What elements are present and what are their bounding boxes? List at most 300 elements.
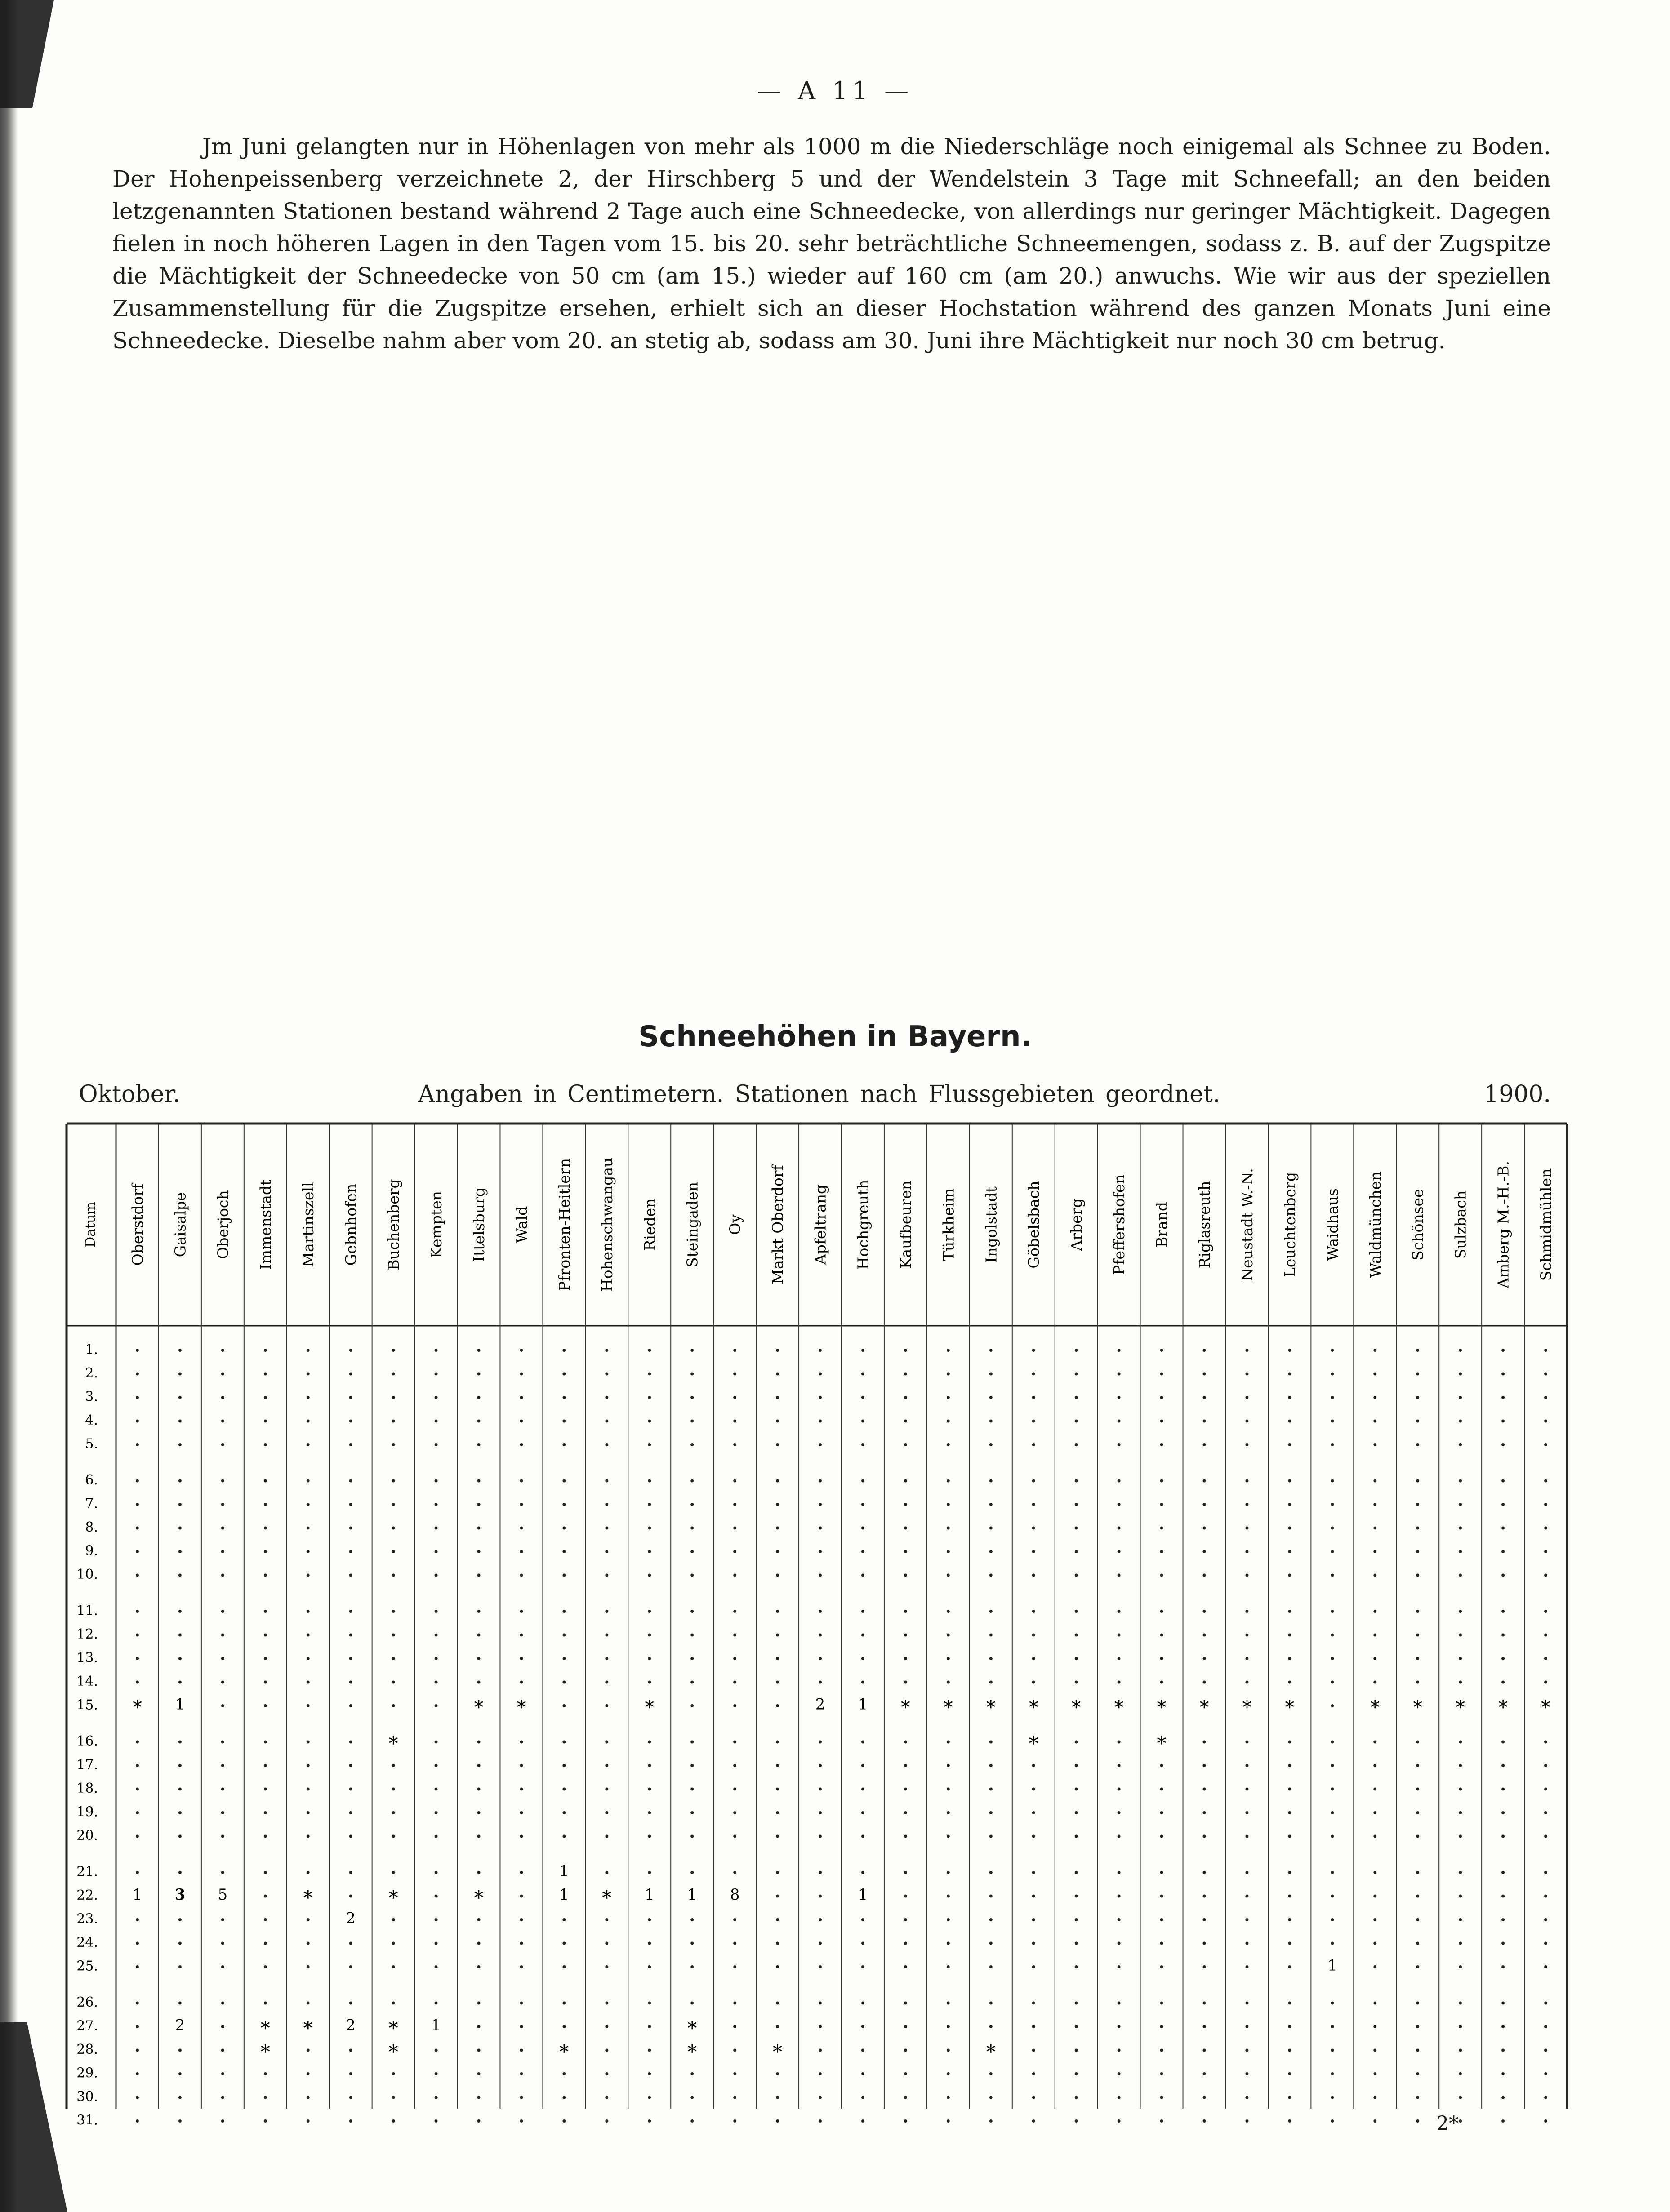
empty-cell-dot [605,2002,608,2005]
empty-cell-dot [1288,1396,1291,1399]
empty-cell-dot [1373,1918,1376,1921]
date-header: Datum [83,1202,98,1248]
day-label: 24. [76,1935,98,1950]
empty-cell-dot [1075,1788,1078,1791]
cell-value: * [1029,1732,1038,1754]
day-label: 18. [76,1781,98,1796]
empty-cell-dot [1118,1788,1121,1791]
station-header: Kaufbeuren [897,1180,915,1269]
empty-cell-dot [435,1704,438,1707]
empty-cell-dot [648,1764,651,1767]
day-label: 4. [85,1412,98,1428]
empty-cell-dot [947,1373,950,1376]
empty-cell-dot [1032,1503,1035,1506]
empty-cell-dot [435,1918,438,1921]
empty-cell-dot [861,1479,864,1483]
empty-cell-dot [1160,2072,1163,2075]
empty-cell-dot [307,1527,310,1530]
empty-cell-dot [989,1811,993,1814]
empty-cell-dot [733,1550,736,1553]
empty-cell-dot [947,1835,950,1838]
empty-cell-dot [1288,2119,1291,2123]
empty-cell-dot [1118,2002,1121,2005]
empty-cell-dot [221,1634,224,1637]
empty-cell-dot [1203,1574,1206,1577]
empty-cell-dot [904,1373,907,1376]
empty-cell-dot [520,1657,523,1660]
empty-cell-dot [136,1610,139,1613]
empty-cell-dot [1288,2096,1291,2099]
empty-cell-dot [861,1634,864,1637]
empty-cell-dot [1245,1479,1248,1483]
empty-cell-dot [392,1503,395,1506]
empty-cell-dot [1373,1811,1376,1814]
empty-cell-dot [904,1965,907,1968]
empty-cell-dot [1373,1764,1376,1767]
empty-cell-dot [1160,1835,1163,1838]
empty-cell-dot [605,2072,608,2075]
empty-cell-dot [1501,1657,1505,1660]
empty-cell-dot [1459,2049,1462,2052]
empty-cell-dot [1416,1349,1419,1352]
day-label: 5. [85,1436,98,1452]
empty-cell-dot [1032,1479,1035,1483]
empty-cell-dot [1501,1550,1505,1553]
empty-cell-dot [1373,2119,1376,2123]
empty-cell-dot [776,2002,779,2005]
empty-cell-dot [349,1835,352,1838]
empty-cell-dot [307,2072,310,2075]
empty-cell-dot [562,2025,566,2028]
empty-cell-dot [1373,1741,1376,1744]
empty-cell-dot [989,1918,993,1921]
empty-cell-dot [178,1527,182,1530]
empty-cell-dot [690,1574,694,1577]
empty-cell-dot [989,2072,993,2075]
day-label: 28. [76,2042,98,2057]
empty-cell-dot [1331,1349,1334,1352]
empty-cell-dot [1373,1373,1376,1376]
empty-cell-dot [1160,1942,1163,1945]
empty-cell-dot [1416,1443,1419,1446]
day-label: 13. [76,1650,98,1666]
empty-cell-dot [1160,1527,1163,1530]
empty-cell-dot [1032,2096,1035,2099]
empty-cell-dot [1544,2002,1547,2005]
empty-cell-dot [1544,1349,1547,1352]
empty-cell-dot [178,1503,182,1506]
empty-cell-dot [221,1550,224,1553]
empty-cell-dot [1373,1574,1376,1577]
empty-cell-dot [861,1527,864,1530]
empty-cell-dot [690,1610,694,1613]
empty-cell-dot [947,1681,950,1684]
empty-cell-dot [477,2049,481,2052]
day-label: 30. [76,2089,98,2105]
empty-cell-dot [264,1918,267,1921]
empty-cell-dot [1160,2002,1163,2005]
empty-cell-dot [1203,1681,1206,1684]
empty-cell-dot [989,1788,993,1791]
empty-cell-dot [947,1811,950,1814]
empty-cell-dot [562,1965,566,1968]
empty-cell-dot [733,1681,736,1684]
empty-cell-dot [1075,1634,1078,1637]
empty-cell-dot [648,1373,651,1376]
empty-cell-dot [1032,1373,1035,1376]
empty-cell-dot [307,1574,310,1577]
empty-cell-dot [349,1965,352,1968]
empty-cell-dot [819,1373,822,1376]
empty-cell-dot [1331,1503,1334,1506]
empty-cell-dot [562,1443,566,1446]
empty-cell-dot [1331,1396,1334,1399]
empty-cell-dot [477,2002,481,2005]
empty-cell-dot [264,1741,267,1744]
empty-cell-dot [1416,1741,1419,1744]
empty-cell-dot [648,1503,651,1506]
empty-cell-dot [1501,1788,1505,1791]
empty-cell-dot [307,1420,310,1423]
cell-value: * [986,1696,996,1719]
empty-cell-dot [264,1503,267,1506]
empty-cell-dot [562,1764,566,1767]
empty-cell-dot [947,2049,950,2052]
empty-cell-dot [1501,1811,1505,1814]
empty-cell-dot [605,2119,608,2123]
empty-cell-dot [904,1788,907,1791]
empty-cell-dot [1331,1942,1334,1945]
empty-cell-dot [776,1704,779,1707]
empty-cell-dot [1459,1610,1462,1613]
empty-cell-dot [989,2002,993,2005]
empty-cell-dot [1373,1527,1376,1530]
day-label: 14. [76,1674,98,1689]
empty-cell-dot [435,2002,438,2005]
cell-value: 1 [644,1886,655,1904]
empty-cell-dot [392,1420,395,1423]
empty-cell-dot [989,1349,993,1352]
empty-cell-dot [1331,1704,1334,1707]
cell-value: * [602,1887,612,1909]
empty-cell-dot [1416,1811,1419,1814]
empty-cell-dot [733,1942,736,1945]
cell-value: * [303,1887,313,1909]
empty-cell-dot [178,1443,182,1446]
empty-cell-dot [1118,1871,1121,1874]
empty-cell-dot [178,2049,182,2052]
station-header: Neustadt W.-N. [1238,1168,1256,1281]
empty-cell-dot [435,2049,438,2052]
empty-cell-dot [435,1965,438,1968]
empty-cell-dot [221,1965,224,1968]
cell-value: * [1413,1696,1423,1719]
empty-cell-dot [648,1634,651,1637]
empty-cell-dot [349,1574,352,1577]
empty-cell-dot [1160,1681,1163,1684]
station-header: Sulzbach [1452,1190,1470,1259]
empty-cell-dot [520,1895,523,1898]
empty-cell-dot [307,1443,310,1446]
empty-cell-dot [1416,1373,1419,1376]
empty-cell-dot [1245,1396,1248,1399]
empty-cell-dot [947,1871,950,1874]
empty-cell-dot [435,1835,438,1838]
empty-cell-dot [136,1681,139,1684]
empty-cell-dot [520,2002,523,2005]
empty-cell-dot [1331,1420,1334,1423]
empty-cell-dot [690,1918,694,1921]
empty-cell-dot [648,1871,651,1874]
empty-cell-dot [1203,2002,1206,2005]
empty-cell-dot [1160,1349,1163,1352]
empty-cell-dot [947,1634,950,1637]
empty-cell-dot [690,1942,694,1945]
empty-cell-dot [776,1871,779,1874]
empty-cell-dot [1032,1527,1035,1530]
day-label: 22. [76,1888,98,1903]
empty-cell-dot [477,1681,481,1684]
empty-cell-dot [520,1396,523,1399]
empty-cell-dot [349,2096,352,2099]
empty-cell-dot [947,1349,950,1352]
empty-cell-dot [648,1918,651,1921]
cell-value: 1 [431,2016,441,2034]
empty-cell-dot [1118,1634,1121,1637]
empty-cell-dot [349,1503,352,1506]
empty-cell-dot [1160,1634,1163,1637]
empty-cell-dot [1288,1918,1291,1921]
empty-cell-dot [1544,1657,1547,1660]
empty-cell-dot [1245,1503,1248,1506]
empty-cell-dot [989,1527,993,1530]
empty-cell-dot [307,2002,310,2005]
empty-cell-dot [1459,1373,1462,1376]
empty-cell-dot [520,1634,523,1637]
empty-cell-dot [520,1965,523,1968]
empty-cell-dot [1544,1965,1547,1968]
empty-cell-dot [819,1835,822,1838]
empty-cell-dot [819,1349,822,1352]
station-header: Riglasreuth [1196,1181,1213,1269]
empty-cell-dot [1203,1871,1206,1874]
empty-cell-dot [1032,1349,1035,1352]
empty-cell-dot [264,1634,267,1637]
empty-cell-dot [136,2025,139,2028]
cell-value: 3 [174,1886,186,1904]
empty-cell-dot [904,1479,907,1483]
empty-cell-dot [435,1373,438,1376]
empty-cell-dot [819,1918,822,1921]
signature-mark: 2* [1436,2112,1459,2135]
empty-cell-dot [264,2002,267,2005]
empty-cell-dot [1118,2119,1121,2123]
empty-cell-dot [1544,1741,1547,1744]
empty-cell-dot [1118,1965,1121,1968]
empty-cell-dot [1075,1527,1078,1530]
empty-cell-dot [349,1634,352,1637]
empty-cell-dot [221,1788,224,1791]
empty-cell-dot [1032,1835,1035,1838]
empty-cell-dot [178,1871,182,1874]
day-label: 3. [85,1389,98,1405]
empty-cell-dot [1245,2002,1248,2005]
empty-cell-dot [264,1811,267,1814]
cell-value: * [388,2041,398,2063]
empty-cell-dot [221,1871,224,1874]
scan-corner-shadow-bottom [0,2022,67,2212]
empty-cell-dot [1373,1895,1376,1898]
empty-cell-dot [1160,1764,1163,1767]
empty-cell-dot [904,1396,907,1399]
empty-cell-dot [1032,2025,1035,2028]
empty-cell-dot [1160,1550,1163,1553]
empty-cell-dot [605,1918,608,1921]
empty-cell-dot [776,1373,779,1376]
empty-cell-dot [392,1396,395,1399]
station-header: Kempten [428,1191,445,1258]
empty-cell-dot [136,1918,139,1921]
empty-cell-dot [392,1610,395,1613]
empty-cell-dot [349,1479,352,1483]
empty-cell-dot [264,1764,267,1767]
empty-cell-dot [178,1811,182,1814]
empty-cell-dot [221,1396,224,1399]
empty-cell-dot [477,1835,481,1838]
empty-cell-dot [904,1835,907,1838]
empty-cell-dot [136,1634,139,1637]
empty-cell-dot [776,1349,779,1352]
empty-cell-dot [1032,1895,1035,1898]
empty-cell-dot [690,1788,694,1791]
empty-cell-dot [861,1835,864,1838]
empty-cell-dot [989,1741,993,1744]
empty-cell-dot [1459,1918,1462,1921]
empty-cell-dot [1245,1835,1248,1838]
empty-cell-dot [605,1396,608,1399]
empty-cell-dot [605,1704,608,1707]
empty-cell-dot [776,1420,779,1423]
empty-cell-dot [1373,1657,1376,1660]
empty-cell-dot [733,1764,736,1767]
empty-cell-dot [648,1420,651,1423]
empty-cell-dot [1501,2072,1505,2075]
empty-cell-dot [392,1835,395,1838]
empty-cell-dot [1288,1788,1291,1791]
empty-cell-dot [1032,1420,1035,1423]
empty-cell-dot [520,1574,523,1577]
empty-cell-dot [1118,1479,1121,1483]
empty-cell-dot [861,1574,864,1577]
empty-cell-dot [392,1443,395,1446]
empty-cell-dot [648,1788,651,1791]
empty-cell-dot [1416,2072,1419,2075]
empty-cell-dot [1288,1373,1291,1376]
empty-cell-dot [307,1373,310,1376]
empty-cell-dot [1544,1918,1547,1921]
empty-cell-dot [690,2119,694,2123]
empty-cell-dot [349,1764,352,1767]
empty-cell-dot [776,1741,779,1744]
empty-cell-dot [819,1443,822,1446]
empty-cell-dot [605,1443,608,1446]
empty-cell-dot [392,1373,395,1376]
cell-value: * [517,1696,526,1719]
empty-cell-dot [1544,1527,1547,1530]
empty-cell-dot [136,1527,139,1530]
station-header: Schönsee [1409,1189,1427,1261]
empty-cell-dot [1459,1942,1462,1945]
empty-cell-dot [1544,1681,1547,1684]
empty-cell-dot [477,2025,481,2028]
empty-cell-dot [392,1811,395,1814]
empty-cell-dot [1288,1634,1291,1637]
cell-value: * [1456,1696,1465,1719]
empty-cell-dot [520,1942,523,1945]
empty-cell-dot [776,2096,779,2099]
empty-cell-dot [1501,2002,1505,2005]
empty-cell-dot [1331,1895,1334,1898]
empty-cell-dot [1160,2049,1163,2052]
empty-cell-dot [690,1349,694,1352]
empty-cell-dot [307,1550,310,1553]
empty-cell-dot [1032,1871,1035,1874]
empty-cell-dot [819,1479,822,1483]
day-label: 25. [76,1958,98,1974]
paragraph-text: Jm Juni gelangten nur in Höhenlagen von mehr als 1000 m die Niederschläge noch einigemal als Schnee zu Boden. Der Hohenpeissenberg verzeichnete 2, der Hirschberg 5 und der Wendelstein 3 Tage mit Schneefall; an den beiden letzgenannten Stationen bestand während 2 Tage auch eine Schneedecke, von allerdings nur geringer Mächtigkeit. Dagegen fielen in noch höheren Lagen in den Tagen vom 15. bis 20. sehr beträchtliche Schneemengen, sodass z. B. auf der Zugspitze die Mächtigkeit der Schneedecke von 50 cm (am 15.) wieder auf 160 cm (am 20.) anwuchs. Wie wir aus der speziellen Zusammenstellung für die Zugspitze ersehen, erhielt sich an dieser Hochstation während des ganzen Monats Juni eine Schneedecke. Dieselbe nahm aber vom 20. an stetig ab, sodass am 30. Juni ihre Mächtigkeit nur noch 30 cm betrug. [112,133,1551,354]
empty-cell-dot [349,1443,352,1446]
empty-cell-dot [1416,1788,1419,1791]
empty-cell-dot [1203,1503,1206,1506]
empty-cell-dot [819,1788,822,1791]
empty-cell-dot [477,1918,481,1921]
empty-cell-dot [947,1396,950,1399]
empty-cell-dot [947,1527,950,1530]
empty-cell-dot [1416,1918,1419,1921]
empty-cell-dot [1245,1373,1248,1376]
empty-cell-dot [648,1396,651,1399]
empty-cell-dot [477,1420,481,1423]
empty-cell-dot [1075,2002,1078,2005]
empty-cell-dot [861,1657,864,1660]
empty-cell-dot [1373,1835,1376,1838]
empty-cell-dot [819,1942,822,1945]
empty-cell-dot [136,1396,139,1399]
empty-cell-dot [1118,1835,1121,1838]
empty-cell-dot [1331,2072,1334,2075]
empty-cell-dot [1544,1871,1547,1874]
empty-cell-dot [1459,2025,1462,2028]
empty-cell-dot [1245,1741,1248,1744]
empty-cell-dot [1203,1396,1206,1399]
empty-cell-dot [392,1657,395,1660]
empty-cell-dot [477,1443,481,1446]
empty-cell-dot [1075,1396,1078,1399]
empty-cell-dot [1075,1479,1078,1483]
empty-cell-dot [1501,1965,1505,1968]
empty-cell-dot [605,1942,608,1945]
empty-cell-dot [819,2119,822,2123]
empty-cell-dot [605,1788,608,1791]
empty-cell-dot [136,1479,139,1483]
empty-cell-dot [1501,1443,1505,1446]
cell-value: * [388,1887,398,1909]
empty-cell-dot [733,2049,736,2052]
empty-cell-dot [178,1373,182,1376]
empty-cell-dot [392,2119,395,2123]
station-header: Martinszell [299,1182,317,1267]
empty-cell-dot [1288,1479,1291,1483]
